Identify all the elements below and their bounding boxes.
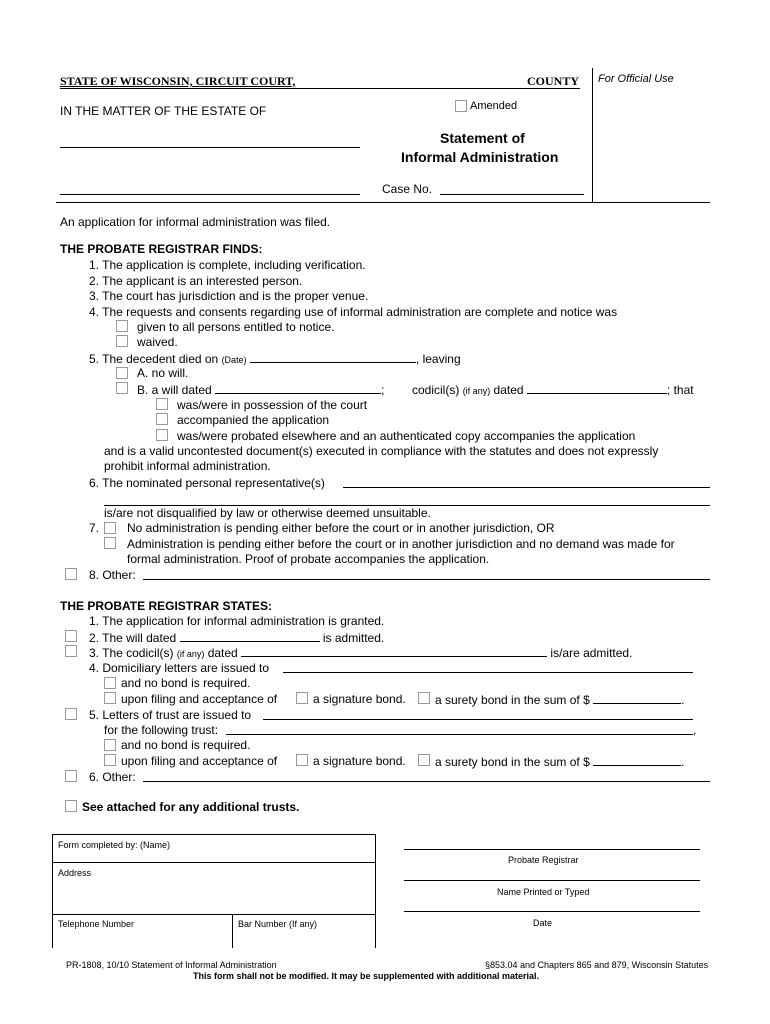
- notice-waived-checkbox[interactable]: [116, 335, 128, 347]
- following-trust-field[interactable]: [226, 734, 693, 735]
- form-title-line2: Informal Administration: [401, 149, 559, 165]
- will-dated-label: B. a will dated: [137, 383, 212, 397]
- court-underline: [60, 88, 580, 89]
- finds-other-checkbox[interactable]: [65, 568, 77, 580]
- dom-signature-bond-checkbox[interactable]: [296, 692, 308, 704]
- registrar-signature-line[interactable]: [404, 849, 700, 850]
- codicil-row: [412, 382, 694, 397]
- trust-upon-filing-checkbox[interactable]: [104, 754, 116, 766]
- admin-pending-checkbox[interactable]: [104, 537, 116, 549]
- dom-surety-bond-row: [435, 692, 684, 707]
- will-dated-checkbox[interactable]: [116, 382, 128, 394]
- no-admin-pending-checkbox[interactable]: [104, 522, 116, 534]
- finds-item-2: 2. The applicant is an interested person.: [89, 274, 303, 288]
- notice-waived-label: waived.: [137, 335, 178, 349]
- death-date-label: 5. The decedent died on: [89, 352, 219, 366]
- will-date-field[interactable]: [215, 382, 381, 394]
- admin-pending-label: Administration is pending either before the court or in another jurisdiction and no demand was made for: [127, 537, 675, 551]
- codicil-admitted-date-field[interactable]: [241, 645, 547, 657]
- court-heading: STATE OF WISCONSIN, CIRCUIT COURT,: [60, 74, 296, 88]
- amended-label: Amended: [470, 100, 518, 112]
- finds-other-label: 8. Other:: [89, 568, 136, 582]
- notice-given-checkbox[interactable]: [116, 320, 128, 332]
- telephone-label: Telephone Number: [58, 919, 135, 929]
- letters-trust-checkbox[interactable]: [65, 708, 77, 720]
- codicil-states-if-any: (if any): [176, 649, 205, 659]
- intro-text: An application for informal administration was filed.: [60, 215, 331, 229]
- accompanied-label: accompanied the application: [177, 413, 330, 427]
- states-other-label: 6. Other:: [89, 770, 136, 784]
- following-trust-comma: ,: [693, 723, 697, 737]
- dom-upon-filing-label: upon filing and acceptance of: [121, 692, 278, 706]
- dom-surety-bond-label: a surety bond in the sum of $: [435, 693, 590, 707]
- address-label: Address: [58, 868, 92, 878]
- footer-box-right: [375, 834, 376, 948]
- case-number-field[interactable]: [440, 194, 584, 195]
- dom-no-bond-label: and no bond is required.: [121, 676, 251, 690]
- is-admitted-label: is admitted.: [322, 631, 385, 645]
- footer-box-divider-3: [232, 914, 233, 948]
- will-admitted-row: [89, 630, 384, 645]
- trust-surety-bond-checkbox[interactable]: [418, 754, 430, 766]
- letters-trust-field[interactable]: [263, 719, 693, 720]
- probated-elsewhere-label: was/were probated elsewhere and an authenticated copy accompanies the application: [177, 429, 636, 443]
- county-label: COUNTY: [527, 74, 580, 88]
- following-trust-label: for the following trust:: [104, 723, 219, 737]
- dom-surety-amount-field[interactable]: [593, 692, 681, 704]
- footer-box-divider-2: [52, 914, 376, 915]
- personal-rep-field[interactable]: [343, 487, 710, 488]
- that-label: ; that: [666, 383, 694, 397]
- no-will-checkbox[interactable]: [116, 367, 128, 379]
- trust-surety-bond-row: [435, 754, 684, 769]
- trust-no-bond-label: and no bond is required.: [121, 738, 251, 752]
- possession-court-checkbox[interactable]: [156, 398, 168, 410]
- domiciliary-letters-field[interactable]: [283, 672, 693, 673]
- footer-box-left: [52, 834, 53, 948]
- finds-heading: THE PROBATE REGISTRAR FINDS:: [60, 242, 263, 256]
- trust-surety-amount-field[interactable]: [593, 754, 681, 766]
- date-hint: (Date): [221, 355, 247, 365]
- name-printed-line[interactable]: [404, 880, 700, 881]
- dom-signature-bond-label: a signature bond.: [313, 692, 406, 706]
- modification-notice: This form shall not be modified. It may be supplemented with additional material.: [193, 971, 540, 981]
- date-line[interactable]: [404, 911, 700, 912]
- trust-no-bond-checkbox[interactable]: [104, 739, 116, 751]
- estate-matter-label: IN THE MATTER OF THE ESTATE OF: [60, 104, 267, 118]
- header-bottom-rule: [56, 202, 710, 203]
- trust-surety-period: .: [681, 755, 685, 769]
- trust-upon-filing-label: upon filing and acceptance of: [121, 754, 278, 768]
- codicil-dated-label: dated: [493, 383, 524, 397]
- notice-given-label: given to all persons entitled to notice.: [137, 320, 335, 334]
- states-item-1: 1. The application for informal administration is granted.: [89, 614, 385, 628]
- dom-surety-period: .: [681, 693, 685, 707]
- probated-elsewhere-checkbox[interactable]: [156, 429, 168, 441]
- form-id: PR-1808, 10/10 Statement of Informal Administration: [66, 960, 277, 970]
- codicil-date-field[interactable]: [527, 382, 667, 394]
- finds-item-6: 6. The nominated personal representative(s): [89, 476, 325, 490]
- possession-court-label: was/were in possession of the court: [177, 398, 368, 412]
- name-printed-label: Name Printed or Typed: [497, 887, 590, 897]
- probate-registrar-label: Probate Registrar: [508, 855, 579, 865]
- codicil-states-dated: dated: [207, 646, 238, 660]
- decedent-name-line[interactable]: [60, 147, 360, 148]
- finds-item-4: 4. The requests and consents regarding use of informal administration are complete and notice was: [89, 305, 618, 319]
- bar-number-label: Bar Number (If any): [238, 919, 318, 929]
- codicil-states-label: 3. The codicil(s): [89, 646, 174, 660]
- decedent-name-line-2[interactable]: [60, 194, 360, 195]
- trust-signature-bond-checkbox[interactable]: [296, 754, 308, 766]
- disqualified-text: is/are not disqualified by law or otherwise deemed unsuitable.: [104, 506, 431, 520]
- accompanied-checkbox[interactable]: [156, 413, 168, 425]
- codicil-if-any: (if any): [462, 386, 491, 396]
- completed-by-label: Form completed by: (Name): [58, 840, 171, 850]
- valid-document-line2: prohibit informal administration.: [104, 459, 271, 473]
- see-attached-checkbox[interactable]: [65, 800, 77, 812]
- dom-no-bond-checkbox[interactable]: [104, 677, 116, 689]
- will-admitted-date-field[interactable]: [180, 630, 320, 642]
- trust-signature-bond-label: a signature bond.: [313, 754, 406, 768]
- domiciliary-letters-label: 4. Domiciliary letters are issued to: [89, 661, 270, 675]
- valid-document-line1: and is a valid uncontested document(s) executed in compliance with the statutes and does not expressly: [104, 444, 659, 458]
- finds-item-7-number: 7.: [89, 521, 100, 535]
- states-other-field[interactable]: [143, 781, 710, 782]
- states-other-checkbox[interactable]: [65, 770, 77, 782]
- will-dated-row: [137, 382, 384, 397]
- finds-other-field[interactable]: [143, 579, 710, 580]
- dom-upon-filing-checkbox[interactable]: [104, 692, 116, 704]
- finds-item-5: [89, 351, 461, 366]
- will-admitted-checkbox[interactable]: [65, 630, 77, 642]
- finds-item-1: 1. The application is complete, including verification.: [89, 258, 366, 272]
- codicil-admitted-checkbox[interactable]: [65, 645, 77, 657]
- death-date-field[interactable]: [250, 351, 416, 363]
- states-heading: THE PROBATE REGISTRAR STATES:: [60, 599, 273, 613]
- no-admin-pending-label: No administration is pending either before the court or in another jurisdiction, OR: [127, 521, 555, 535]
- trust-surety-bond-label: a surety bond in the sum of $: [435, 755, 590, 769]
- are-admitted-label: is/are admitted.: [550, 646, 633, 660]
- dom-surety-bond-checkbox[interactable]: [418, 692, 430, 704]
- letters-trust-label: 5. Letters of trust are issued to: [89, 708, 252, 722]
- official-use-divider: [592, 68, 593, 202]
- form-title-line1: Statement of: [440, 130, 525, 146]
- date-label: Date: [533, 918, 553, 928]
- admin-pending-label-2: formal administration. Proof of probate accompanies the application.: [127, 552, 490, 566]
- will-semicolon: ;: [381, 383, 385, 397]
- leaving-label: , leaving: [415, 352, 461, 366]
- amended-checkbox[interactable]: [455, 100, 467, 112]
- will-dated-states-label: 2. The will dated: [89, 631, 177, 645]
- case-number-label: Case No.: [382, 182, 433, 196]
- official-use-label: For Official Use: [598, 73, 674, 85]
- footer-box-divider-1: [52, 862, 376, 863]
- codicil-label: codicil(s): [412, 383, 460, 397]
- statutes-reference: §853.04 and Chapters 865 and 879, Wisconsin Statutes: [485, 960, 709, 970]
- codicil-admitted-row: [89, 645, 632, 660]
- finds-item-3: 3. The court has jurisdiction and is the proper venue.: [89, 289, 369, 303]
- see-attached-label: See attached for any additional trusts.: [82, 800, 300, 814]
- footer-box-top: [52, 834, 376, 835]
- no-will-label: A. no will.: [137, 366, 189, 380]
